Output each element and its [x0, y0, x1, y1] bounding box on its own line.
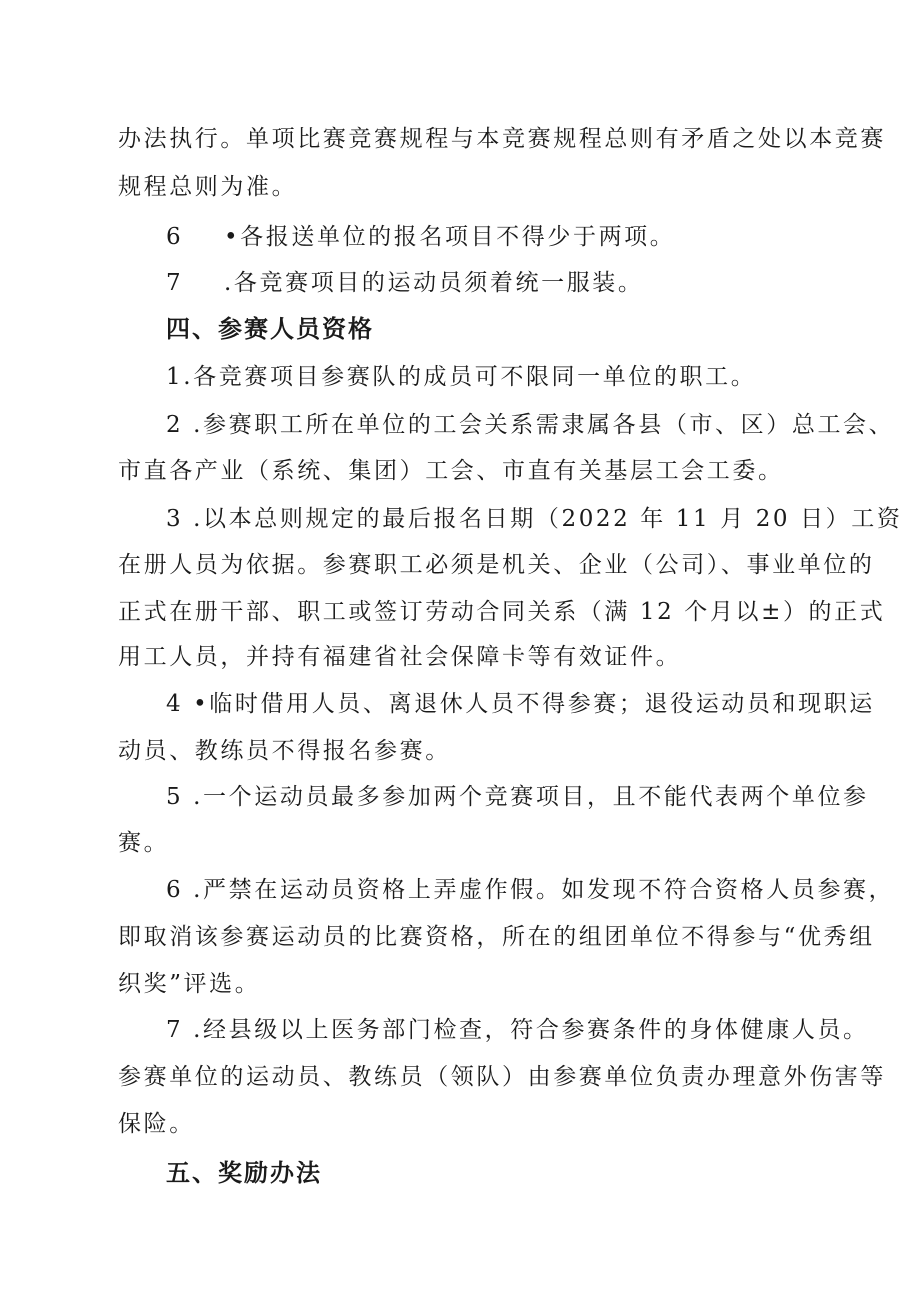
body-line: 3 .以本总则规定的最后报名日期（2022 年 11 月 20 日）工资	[166, 506, 903, 532]
body-line: 赛。	[118, 830, 170, 856]
body-line: 规程总则为准。	[118, 174, 298, 200]
list-item-6	[166, 222, 675, 252]
body-line: 6 .严禁在运动员资格上弄虚作假。如发现不符合资格人员参赛，	[166, 877, 895, 903]
body-line: 1.各竞赛项目参赛队的成员可不限同一单位的职工。	[166, 364, 757, 390]
body-line: 用工人员，并持有福建省社会保障卡等有效证件。	[118, 644, 682, 670]
body-line: 7 .经县级以上医务部门检查，符合参赛条件的身体健康人员。	[166, 1017, 869, 1043]
body-line: 正式在册干部、职工或签订劳动合同关系（满 12 个月以±）的正式	[118, 599, 886, 625]
body-line: 5 .一个运动员最多参加两个竞赛项目，且不能代表两个单位参	[166, 784, 869, 810]
section-heading: 四、参赛人员资格	[166, 315, 374, 343]
body-line: 参赛单位的运动员、教练员（领队）由参赛单位负责办理意外伤害等	[118, 1064, 886, 1090]
body-line: 2 .参赛职工所在单位的工会关系需隶属各县（市、区）总工会、	[166, 412, 895, 438]
body-line: 4 •临时借用人员、离退休人员不得参赛；退役运动员和现职运	[166, 691, 875, 717]
body-line: 即取消该参赛运动员的比赛资格，所在的组团单位不得参与“优秀组	[118, 924, 875, 950]
body-line: 织奖”评选。	[118, 971, 261, 997]
item-text: .各竞赛项目的运动员须着统一服装。	[224, 270, 644, 296]
body-line: 市直各产业（系统、集团）工会、市直有关基层工会工委。	[118, 458, 784, 484]
section-heading: 五、奖励办法	[166, 1159, 322, 1187]
item-number: 6	[166, 224, 184, 250]
list-item-7	[166, 268, 644, 298]
body-line: 在册人员为依据。参赛职工必须是机关、企业（公司）、事业单位的	[118, 552, 875, 578]
body-line: 办法执行。单项比赛竞赛规程与本竞赛规程总则有矛盾之处以本竞赛	[118, 126, 886, 152]
item-text: •各报送单位的报名项目不得少于两项。	[224, 224, 676, 250]
item-number: 7	[166, 270, 184, 296]
body-line: 动员、教练员不得报名参赛。	[118, 738, 451, 764]
body-line: 保险。	[118, 1111, 195, 1137]
